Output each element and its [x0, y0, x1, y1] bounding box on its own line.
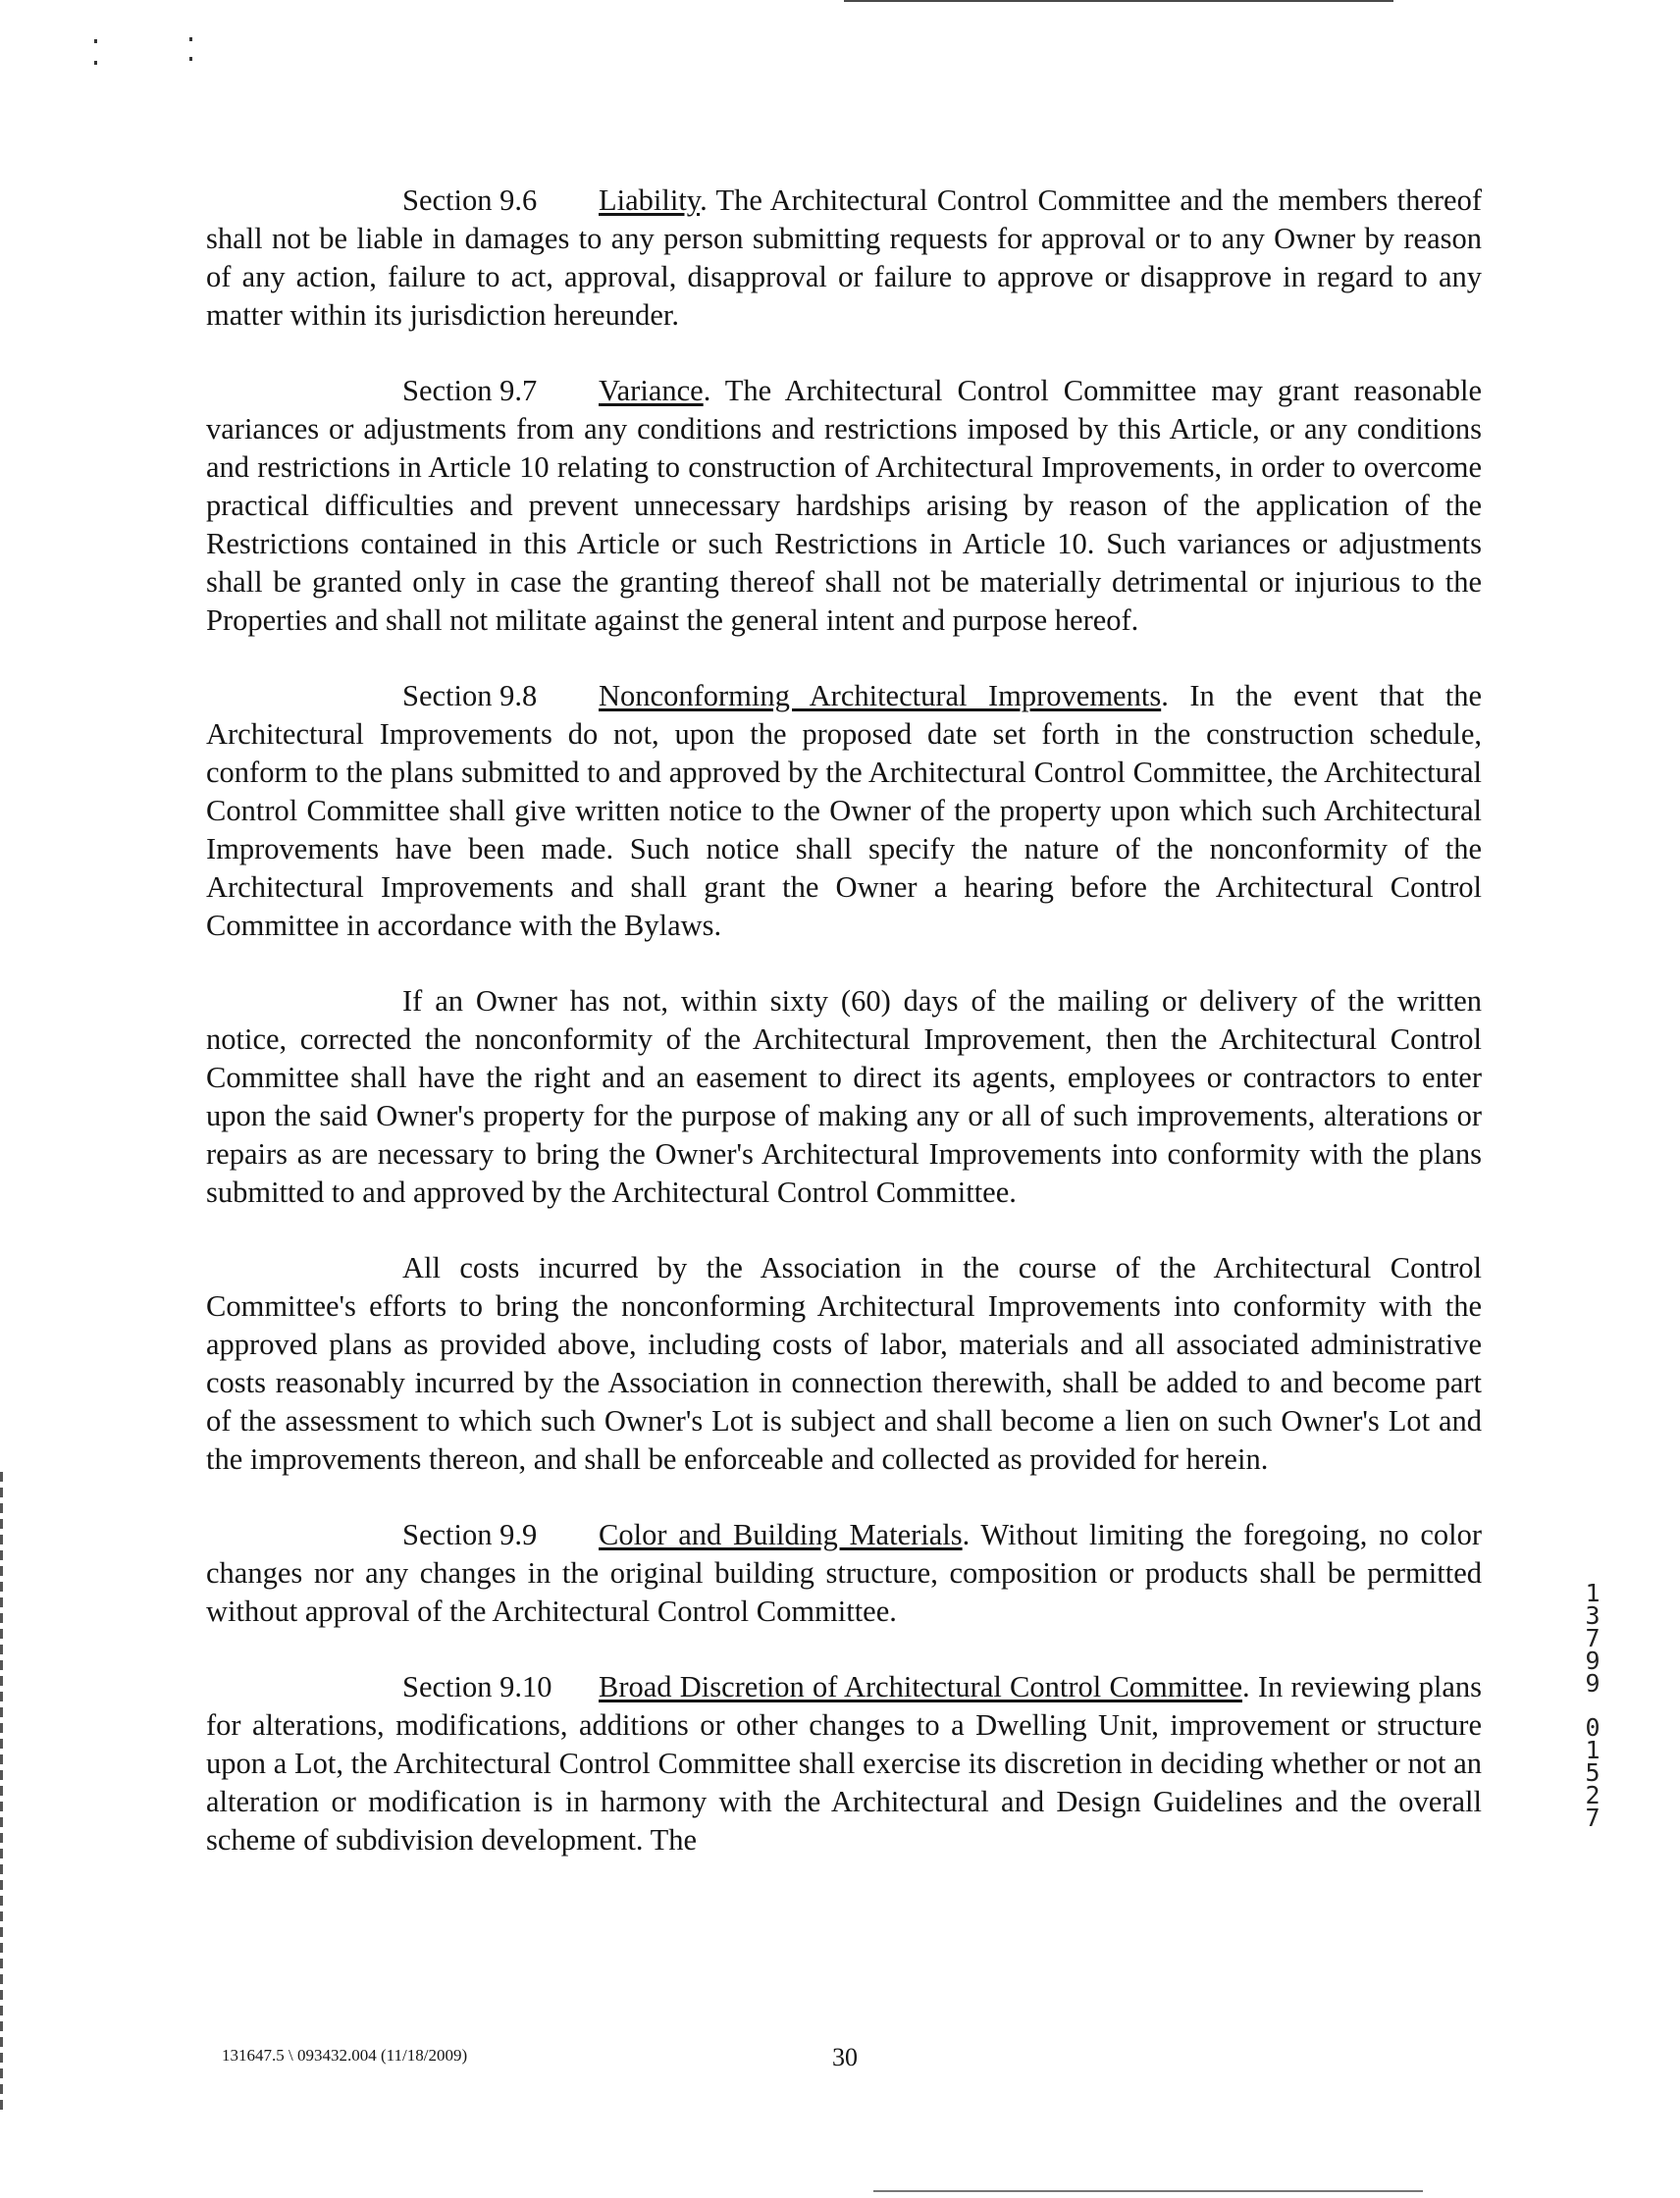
- scan-speck: [189, 37, 192, 41]
- stamp-digit: 0: [1585, 1713, 1601, 1742]
- section-title: Variance: [599, 374, 704, 407]
- section-9-9: [206, 1516, 1482, 1631]
- stamp-digit: 5: [1585, 1758, 1601, 1787]
- stamp-digit: 2: [1585, 1781, 1601, 1809]
- section-title: Liability: [599, 183, 701, 217]
- section-text: . In the event that the Architectural Improvements do not, upon the proposed date set forth in the construction schedule, conform to the plans submitted to and approved by the Architectural Control Committee, the Architectural Control Committee shall give written notice to the Owner of the property upon which such Architectural Improvements have been made. Such notice shall specify the nature of the nonconformity of the Architectural Improvements and shall grant the Owner a hearing before the Architectural Control Committee in accordance with the Bylaws.: [206, 679, 1482, 942]
- section-number: Section 9.8: [402, 679, 538, 712]
- section-number: Section 9.9: [402, 1518, 538, 1551]
- recording-stamp: [1580, 1579, 1605, 1832]
- document-body: [206, 182, 1482, 1897]
- scan-speck: [94, 39, 97, 43]
- paragraph-owner-remedy: If an Owner has not, within sixty (60) days of the mailing or delivery of the written notice, corrected the nonconformity of the Architectural Improvement, then the Architectural Control Committee shall have the right and an easement to direct its agents, employees or contractors to enter upon the said Owner's property for the purpose of making any or all of such improvements, alterations or repairs as are necessary to bring the Owner's Architectural Improvements into conformity with the plans submitted to and approved by the Architectural Control Committee.: [206, 984, 1482, 1209]
- stamp-digit: 1: [1585, 1736, 1601, 1764]
- stamp-digit: 7: [1585, 1804, 1601, 1832]
- paragraph-costs: All costs incurred by the Association in the course of the Architectural Control Committee's efforts to bring the nonconforming Architectural Improvements into conformity with the approved plans as provided above, including costs of labor, materials and all associated administrative costs reasonably incurred by the Association in connection therewith, shall be added to and become part of the assessment to which such Owner's Lot is subject and shall become a lien on such Owner's Lot and the improvements thereon, and shall be enforceable and collected as provided for herein.: [206, 1251, 1482, 1476]
- section-title: Color and Building Materials: [599, 1518, 963, 1551]
- section-title: Broad Discretion of Architectural Control Committee: [599, 1670, 1242, 1703]
- section-title: Nonconforming Architectural Improvements: [599, 679, 1162, 712]
- section-number: Section 9.10: [402, 1670, 552, 1703]
- scan-border-bottom: [873, 2190, 1423, 2192]
- section-9-7: [206, 372, 1482, 640]
- section-text: . Without limiting the foregoing, no color changes nor any changes in the original building structure, composition or products shall be permitted without approval of the Architectural Control Committee.: [206, 1518, 1482, 1628]
- stamp-digit: 1: [1585, 1579, 1601, 1607]
- stamp-digit: 3: [1585, 1601, 1601, 1630]
- section-9-8: [206, 677, 1482, 945]
- document-id: 131647.5 \ 093432.004 (11/18/2009): [222, 2046, 468, 2065]
- section-9-6: [206, 182, 1482, 335]
- scan-border-top: [844, 0, 1393, 2]
- section-text: . The Architectural Control Committee may grant reasonable variances or adjustments from any conditions and restrictions imposed by this Article, or any conditions and restrictions in Article 10 relating to construction of Architectural Improvements, in order to overcome practical difficulties and prevent unnecessary hardships arising by reason of the application of the Restrictions contained in this Article or such Restrictions in Article 10. Such variances or adjustments shall be granted only in case the granting thereof shall not be materially detrimental or injurious to the Properties and shall not militate against the general intent and purpose hereof.: [206, 374, 1482, 637]
- stamp-digit: 7: [1585, 1624, 1601, 1652]
- section-text: . The Architectural Control Committee and the members thereof shall not be liable in damages to any person submitting requests for approval or to any Owner by reason of any action, failure to act, approval, disapproval or failure to approve or disapprove in regard to any matter within its jurisdiction hereunder.: [206, 183, 1482, 332]
- scan-speck: [189, 57, 192, 61]
- scan-left-edge: [0, 1472, 3, 2110]
- section-9-10: [206, 1668, 1482, 1859]
- section-text: . In reviewing plans for alterations, modifications, additions or other changes to a Dwelling Unit, improvement or structure upon a Lot, the Architectural Control Committee shall exercise its discretion in deciding whether or not an alteration or modification is in harmony with the Architectural and Design Guidelines and the overall scheme of subdivision development. The: [206, 1670, 1482, 1857]
- scan-speck: [94, 61, 97, 65]
- section-number: Section 9.6: [402, 183, 538, 217]
- stamp-digit: 9: [1585, 1669, 1601, 1698]
- stamp-digit: 9: [1585, 1647, 1601, 1675]
- page-number: 30: [832, 2043, 858, 2071]
- section-number: Section 9.7: [402, 374, 538, 407]
